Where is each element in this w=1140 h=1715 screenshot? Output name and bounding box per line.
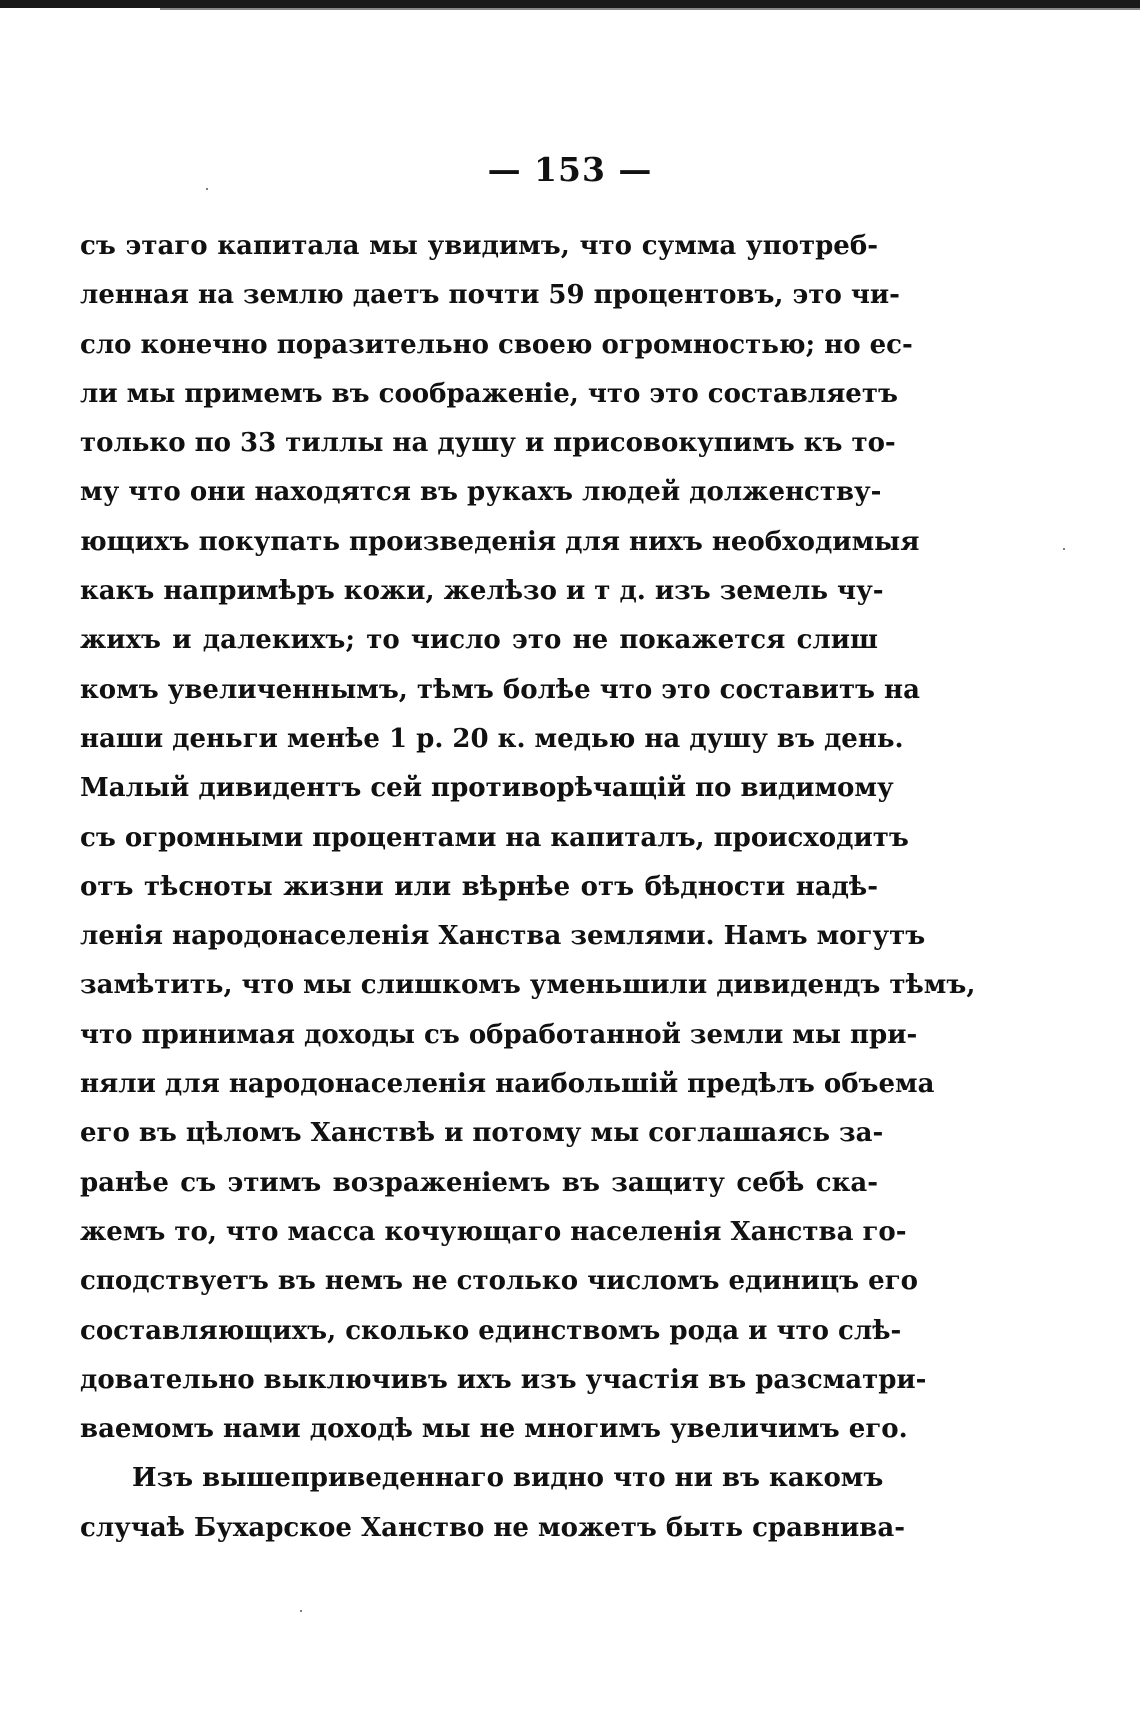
text-line: сло конечно поразительно своею огромностью; но ес- — [80, 329, 913, 360]
text-line: только по 33 тиллы на душу и присовокупимъ къ то- — [80, 428, 896, 459]
scan-speck — [1063, 548, 1065, 550]
text-line: ваемомъ нами доходѣ мы не многимъ увеличимъ его. — [80, 1414, 908, 1445]
text-line: отъ тѣсноты жизни или вѣрнѣе отъ бѣдности надѣ- — [80, 871, 878, 902]
text-line: что принимая доходы съ обработанной земли мы при- — [80, 1019, 918, 1050]
top-border-rule — [0, 0, 1140, 8]
text-line: жемъ то, что масса кочующаго населенія Ханства го- — [80, 1216, 907, 1247]
scan-speck — [206, 188, 208, 190]
paragraph-2 — [80, 1454, 906, 1553]
text-line: му что они находятся въ рукахъ людей долженству- — [80, 477, 882, 508]
text-line: съ этаго капитала мы увидимъ, что сумма употреб- — [80, 231, 878, 261]
text-line: ющихъ покупать произведенія для нихъ необходимыя — [80, 526, 920, 557]
text-line: составляющихъ, сколько единствомъ рода и что слѣ- — [80, 1315, 902, 1346]
text-line: Малый дивидентъ сей противорѣчащій по видимому — [80, 773, 894, 804]
text-line: какъ напримѣръ кожи, желѣзо и т д. изъ земель чу- — [80, 576, 884, 607]
text-line: ли мы примемъ въ соображеніе, что это составляетъ — [80, 378, 898, 409]
text-line: жихъ и далекихъ; то число это не покажется слиш — [80, 625, 878, 656]
top-border-shadow — [160, 8, 1140, 10]
body-text — [80, 222, 976, 1553]
text-line: ранѣе съ этимъ возраженіемъ въ защиту себѣ ска- — [80, 1167, 878, 1198]
page-number: — 153 — — [487, 150, 653, 189]
text-line: наши деньги менѣе 1 р. 20 к. медью на душу въ день. — [80, 723, 904, 754]
text-line: довательно выключивъ ихъ изъ участія въ разсматри- — [80, 1364, 927, 1395]
text-line: замѣтить, что мы слишкомъ уменьшили дивидендъ тѣмъ, — [80, 970, 976, 1001]
paragraph-1 — [80, 222, 976, 1454]
text-line: ленная на землю даетъ почти 59 процентовъ, это чи- — [80, 280, 900, 311]
text-line: комъ увеличеннымъ, тѣмъ болѣе что это составитъ на — [80, 674, 920, 705]
text-line: няли для народонаселенія наибольшій предѣлъ объема — [80, 1069, 935, 1100]
text-line: съ огромными процентами на капиталъ, происходитъ — [80, 822, 909, 853]
text-line: Изъ вышеприведеннаго видно что ни въ какомъ — [132, 1463, 884, 1494]
scan-speck — [300, 1610, 302, 1612]
text-line: сподствуетъ въ немъ не столько числомъ единицъ его — [80, 1266, 918, 1297]
text-line: его въ цѣломъ Ханствѣ и потому мы соглашаясь за- — [80, 1118, 884, 1149]
text-line: случаѣ Бухарское Ханство не можетъ быть сравнива- — [80, 1512, 906, 1543]
text-line: ленія народонаселенія Ханства землями. Намъ могутъ — [80, 921, 926, 952]
